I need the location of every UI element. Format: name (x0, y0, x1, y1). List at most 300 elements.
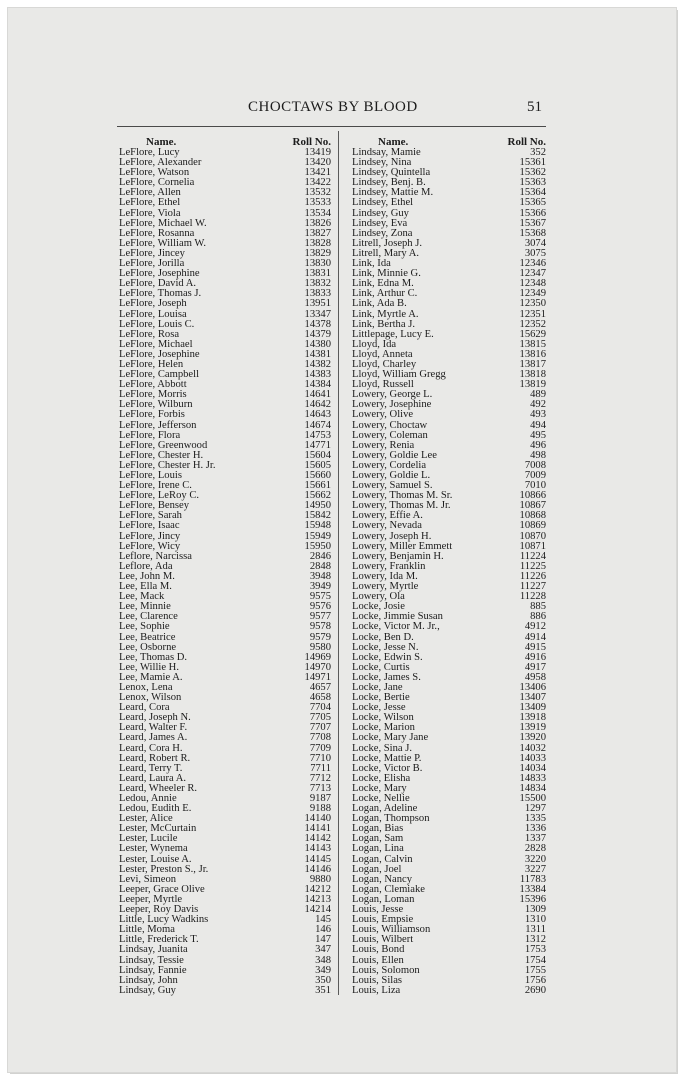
name-column-heading: Name. (378, 136, 409, 148)
roll-number: 14753 (304, 429, 331, 441)
roll-number: 9188 (309, 803, 331, 815)
page-number: 51 (527, 99, 542, 115)
roll-number: 7708 (309, 732, 331, 744)
roll-number: 15361 (519, 157, 546, 169)
roll-number: 13532 (304, 187, 331, 199)
roll-number: 2848 (309, 560, 331, 572)
enrollee-name: Lee, Mack (119, 591, 165, 603)
roll-number: 347 (315, 944, 331, 956)
enrollee-name: Link, Ida (352, 258, 391, 270)
enrollee-name: Locke, Jesse (352, 702, 406, 714)
enrollee-name: Locke, Mary Jane (352, 732, 429, 744)
roll-entry (119, 945, 331, 955)
roll-number: 10869 (519, 520, 546, 532)
enrollee-name: Link, Arthur C. (352, 288, 418, 300)
roll-number: 12347 (519, 268, 546, 280)
enrollee-name: Lee, Clarence (119, 611, 178, 623)
roll-number: 2690 (524, 984, 546, 996)
roll-number: 15365 (519, 197, 546, 209)
enrollee-name: LeFlore, Allen (119, 187, 181, 199)
enrollee-name: Lindsey, Ethel (352, 197, 414, 209)
roll-number: 11225 (519, 560, 546, 572)
roll-number: 886 (530, 611, 546, 623)
enrollee-name: LeFlore, Alexander (119, 157, 202, 169)
roll-number: 15366 (519, 207, 546, 219)
enrollee-name: Locke, Bertie (352, 692, 410, 704)
roll-number: 14969 (304, 651, 331, 663)
enrollee-name: Leard, Wheeler R. (119, 782, 198, 794)
enrollee-name: LeFlore, Wicy (119, 540, 181, 552)
roll-number: 496 (530, 439, 546, 451)
enrollee-name: Louis, Bond (352, 944, 405, 956)
roll-number: 4915 (524, 641, 546, 653)
roll-number: 3948 (309, 570, 331, 582)
roll-number: 498 (530, 449, 546, 461)
enrollee-name: Leeper, Myrtle (119, 893, 183, 905)
roll-number: 4914 (524, 631, 546, 643)
roll-number: 492 (530, 399, 546, 411)
enrollee-name: LeFlore, Thomas J. (119, 288, 202, 300)
roll-number: 4912 (524, 621, 546, 633)
roll-number: 4658 (309, 692, 331, 704)
enrollee-name: LeFlore, Flora (119, 429, 181, 441)
roll-number: 12352 (519, 318, 546, 330)
enrollee-name: LeFlore, Sarah (119, 510, 182, 522)
roll-number: 13421 (304, 167, 331, 179)
roll-number: 1297 (524, 803, 546, 815)
roll-number: 13816 (519, 348, 546, 360)
enrollee-name: Lindsay, Guy (119, 984, 176, 996)
roll-number: 13827 (304, 227, 331, 239)
roll-number: 13951 (304, 298, 331, 310)
enrollee-name: LeFlore, Michael (119, 338, 193, 350)
enrollee-name: Lee, Beatrice (119, 631, 176, 643)
enrollee-name: LeFlore, Forbis (119, 409, 185, 421)
enrollee-name: Leard, Robert R. (119, 752, 191, 764)
roll-number: 13534 (304, 207, 331, 219)
roll-number: 494 (530, 419, 546, 431)
roll-entry (352, 945, 546, 955)
roll-number: 7709 (309, 742, 331, 754)
enrollee-name: Leard, Walter F. (119, 722, 188, 734)
roll-number: 7712 (309, 772, 331, 784)
enrollee-name: LeFlore, Greenwood (119, 439, 208, 451)
roll-number: 7704 (309, 702, 331, 714)
enrollee-name: Lloyd, Ida (352, 338, 397, 350)
enrollee-name: Logan, Thompson (352, 813, 430, 825)
enrollee-name: Lindsey, Quintella (352, 167, 431, 179)
right-column (352, 136, 546, 996)
left-roll-list (119, 148, 331, 996)
enrollee-name: Lindsay, Mamie (352, 147, 421, 158)
roll-entry (352, 986, 546, 996)
roll-number: 15604 (304, 449, 331, 461)
enrollee-name: Lloyd, Anneta (352, 348, 413, 360)
roll-number: 13828 (304, 237, 331, 249)
name-column-heading: Name. (146, 136, 177, 148)
roll-number: 13533 (304, 197, 331, 209)
enrollee-name: Little, Frederick T. (119, 934, 199, 946)
enrollee-name: Ledou, Annie (119, 793, 177, 804)
roll-number: 1310 (524, 914, 546, 926)
roll-number: 15605 (304, 459, 331, 471)
right-roll-list (352, 148, 546, 996)
roll-number: 14034 (519, 762, 546, 774)
enrollee-name: Lowery, Ola (352, 591, 405, 603)
enrollee-name: Link, Edna M. (352, 278, 414, 290)
enrollee-name: LeFlore, Wilburn (119, 399, 193, 411)
roll-number: 15662 (304, 490, 331, 502)
roll-number: 15396 (519, 893, 546, 905)
enrollee-name: LeFlore, Jefferson (119, 419, 197, 431)
roll-number: 14145 (304, 853, 331, 865)
roll-number: 13918 (519, 712, 546, 724)
roll-number: 14970 (304, 661, 331, 673)
roll-number: 11783 (519, 873, 546, 885)
enrollee-name: LeFlore, Campbell (119, 369, 200, 381)
enrollee-name: Locke, James S. (352, 671, 421, 683)
enrollee-name: Lester, Alice (119, 813, 173, 825)
enrollee-name: Logan, Adeline (352, 803, 418, 815)
enrollee-name: Lowery, Goldie L. (352, 470, 431, 481)
roll-number: 13920 (519, 732, 546, 744)
roll-number: 14382 (304, 358, 331, 370)
enrollee-name: Lee, Minnie (119, 601, 171, 613)
enrollee-name: Lloyd, Charley (352, 358, 417, 370)
enrollee-name: Leard, James A. (119, 732, 188, 744)
roll-number: 15368 (519, 227, 546, 239)
roll-number: 14212 (304, 883, 331, 895)
roll-number: 349 (315, 964, 331, 976)
enrollee-name: LeFlore, Rosa (119, 328, 180, 340)
enrollee-name: Link, Myrtle A. (352, 308, 419, 320)
enrollee-name: Leard, Cora H. (119, 742, 183, 754)
roll-number: 14771 (304, 439, 331, 451)
enrollee-name: Locke, Nellie (352, 793, 410, 804)
enrollee-name: Lowery, Effie A. (352, 510, 423, 522)
enrollee-name: Lee, John M. (119, 570, 175, 582)
roll-number: 14214 (304, 904, 331, 916)
enrollee-name: Locke, Josie (352, 601, 405, 613)
roll-entry (352, 299, 546, 309)
enrollee-name: Locke, Sina J. (352, 742, 413, 754)
enrollee-name: Lowery, Olive (352, 409, 414, 421)
roll-number: 14971 (304, 671, 331, 683)
roll-number: 7009 (524, 470, 546, 481)
roll-number: 10868 (519, 510, 546, 522)
roll-number: 14950 (304, 500, 331, 512)
roll-number: 14378 (304, 318, 331, 330)
enrollee-name: LeFlore, Lucy (119, 147, 180, 158)
enrollee-name: Lowery, Josephine (352, 399, 432, 411)
enrollee-name: LeFlore, LeRoy C. (119, 490, 200, 502)
roll-number: 14141 (304, 823, 331, 835)
roll-number: 350 (315, 974, 331, 986)
enrollee-name: Lloyd, William Gregg (352, 369, 446, 381)
roll-number: 10870 (519, 530, 546, 542)
roll-number: 12350 (519, 298, 546, 310)
enrollee-name: Louis, Silas (352, 974, 403, 986)
roll-number: 147 (315, 934, 331, 946)
enrollee-name: LeFlore, Abbott (119, 379, 187, 391)
roll-number: 13407 (519, 692, 546, 704)
enrollee-name: Locke, Ben D. (352, 631, 414, 643)
roll-number: 7707 (309, 722, 331, 734)
header-rule (117, 126, 546, 127)
roll-number: 12346 (519, 258, 546, 270)
roll-number: 14213 (304, 893, 331, 905)
roll-number: 14834 (519, 782, 546, 794)
enrollee-name: Lester, McCurtain (119, 823, 197, 835)
roll-number: 13406 (519, 681, 546, 693)
roll-number: 13817 (519, 358, 546, 370)
roll-number: 9880 (309, 873, 331, 885)
roll-number: 1754 (524, 954, 546, 966)
roll-number: 14140 (304, 813, 331, 825)
roll-number: 3074 (524, 237, 546, 249)
roll-number: 1336 (524, 823, 546, 835)
enrollee-name: Lindsay, John (119, 974, 178, 986)
enrollee-name: Lindsey, Nina (352, 157, 412, 169)
enrollee-name: LeFlore, Watson (119, 167, 190, 179)
roll-number: 7008 (524, 459, 546, 471)
enrollee-name: Lowery, Renia (352, 439, 415, 451)
enrollee-name: LeFlore, Viola (119, 207, 181, 219)
roll-number: 15948 (304, 520, 331, 532)
roll-number: 13919 (519, 722, 546, 734)
enrollee-name: LeFlore, William W. (119, 237, 207, 249)
roll-number: 15661 (304, 480, 331, 492)
roll-number: 11228 (519, 591, 546, 603)
roll-number: 495 (530, 429, 546, 441)
roll-number: 14143 (304, 843, 331, 855)
enrollee-name: Link, Ada B. (352, 298, 407, 310)
enrollee-name: Leard, Terry T. (119, 762, 183, 774)
enrollee-name: Locke, Curtis (352, 661, 410, 673)
enrollee-name: Lowery, Samuel S. (352, 480, 433, 492)
roll-entry (352, 622, 546, 632)
roll-number: 1311 (525, 924, 546, 936)
enrollee-name: Lowery, Thomas M. Jr. (352, 500, 451, 512)
enrollee-name: Logan, Loman (352, 893, 415, 905)
enrollee-name: LeFlore, Louisa (119, 308, 187, 320)
enrollee-name: Louis, Solomon (352, 964, 420, 976)
enrollee-name: Little, Moma (119, 924, 175, 936)
enrollee-name: Leard, Cora (119, 702, 170, 714)
page-title: CHOCTAWS BY BLOOD (248, 99, 418, 115)
roll-number: 15629 (519, 328, 546, 340)
roll-number: 11226 (519, 570, 546, 582)
roll-number: 3949 (309, 581, 331, 593)
roll-number: 15950 (304, 540, 331, 552)
roll-number: 13818 (519, 369, 546, 381)
enrollee-name: Lenox, Lena (119, 681, 173, 693)
roll-number: 13826 (304, 217, 331, 229)
enrollee-name: Little, Lucy Wadkins (119, 914, 209, 926)
roll-number: 14384 (304, 379, 331, 391)
enrollee-name: LeFlore, Irene C. (119, 480, 192, 492)
enrollee-name: LeFlore, Michael W. (119, 217, 207, 229)
roll-number: 7710 (309, 752, 331, 764)
roll-number: 145 (315, 914, 331, 926)
roll-number: 14379 (304, 328, 331, 340)
enrollee-name: Logan, Sam (352, 833, 404, 845)
roll-number: 1755 (524, 964, 546, 976)
roll-number: 13347 (304, 308, 331, 320)
enrollee-name: Locke, Victor B. (352, 762, 423, 774)
enrollee-name: LeFlore, Bensey (119, 500, 190, 512)
roll-number: 1753 (524, 944, 546, 956)
enrollee-name: Leflore, Ada (119, 560, 173, 572)
roll-number: 13815 (519, 338, 546, 350)
roll-number: 15364 (519, 187, 546, 199)
enrollee-name: Locke, Edwin S. (352, 651, 423, 663)
roll-number: 9577 (309, 611, 331, 623)
roll-number: 11227 (519, 581, 546, 593)
enrollee-name: Lester, Wynema (119, 843, 188, 855)
enrollee-name: Louis, Empsie (352, 914, 414, 926)
roll-number: 14642 (304, 399, 331, 411)
roll-number: 9187 (309, 793, 331, 804)
roll-number: 4916 (524, 651, 546, 663)
enrollee-name: Locke, Elisha (352, 772, 411, 784)
enrollee-name: Leard, Joseph N. (119, 712, 191, 724)
roll-number: 15842 (304, 510, 331, 522)
roll-number: 14641 (304, 389, 331, 401)
roll-number: 14674 (304, 419, 331, 431)
enrollee-name: LeFlore, Joseph (119, 298, 187, 310)
roll-number: 13384 (519, 883, 546, 895)
enrollee-name: Lester, Louise A. (119, 853, 192, 865)
enrollee-name: Lenox, Wilson (119, 692, 182, 704)
enrollee-name: Louis, Ellen (352, 954, 404, 966)
roll-number: 9576 (309, 601, 331, 613)
roll-number: 15362 (519, 167, 546, 179)
enrollee-name: Logan, Joel (352, 863, 402, 875)
enrollee-name: Lowery, Joseph H. (352, 530, 432, 542)
roll-number: 4958 (524, 671, 546, 683)
enrollee-name: Lowery, Myrtle (352, 581, 419, 593)
enrollee-name: Link, Bertha J. (352, 318, 415, 330)
roll-number: 9575 (309, 591, 331, 603)
enrollee-name: Lindsey, Guy (352, 207, 409, 219)
roll-number: 14146 (304, 863, 331, 875)
roll-number: 12348 (519, 278, 546, 290)
enrollee-name: Lindsey, Eva (352, 217, 408, 229)
enrollee-name: Lowery, Cordelia (352, 459, 427, 471)
roll-number: 9580 (309, 641, 331, 653)
enrollee-name: Lindsey, Mattie M. (352, 187, 434, 199)
enrollee-name: LeFlore, Jincy (119, 530, 181, 542)
roll-number: 1335 (524, 813, 546, 825)
enrollee-name: Locke, Jane (352, 681, 403, 693)
roll-entry (119, 299, 331, 309)
roll-number: 1756 (524, 974, 546, 986)
roll-number: 7711 (310, 762, 331, 774)
enrollee-name: LeFlore, Louis C. (119, 318, 195, 330)
roll-number: 14381 (304, 348, 331, 360)
enrollee-name: Lowery, Coleman (352, 429, 428, 441)
roll-column-heading: Roll No. (292, 136, 331, 148)
roll-number: 15363 (519, 177, 546, 189)
enrollee-name: Lee, Willie H. (119, 661, 179, 673)
enrollee-name: Lowery, Nevada (352, 520, 422, 532)
enrollee-name: Lowery, Thomas M. Sr. (352, 490, 453, 502)
roll-number: 14142 (304, 833, 331, 845)
roll-number: 13409 (519, 702, 546, 714)
enrollee-name: Lee, Ella M. (119, 581, 172, 593)
roll-number: 7010 (524, 480, 546, 492)
enrollee-name: Link, Minnie G. (352, 268, 421, 280)
enrollee-name: Leard, Laura A. (119, 772, 187, 784)
enrollee-name: Ledou, Eudith E. (119, 803, 192, 815)
roll-number: 13830 (304, 258, 331, 270)
enrollee-name: Louis, Liza (352, 984, 401, 996)
roll-number: 14380 (304, 338, 331, 350)
roll-number: 493 (530, 409, 546, 421)
enrollee-name: LeFlore, Josephine (119, 268, 200, 280)
enrollee-name: Littlepage, Lucy E. (352, 328, 434, 340)
enrollee-name: LeFlore, Chester H. Jr. (119, 459, 216, 471)
paper-sheet (8, 8, 676, 1072)
enrollee-name: Locke, Marion (352, 722, 415, 734)
roll-number: 9579 (309, 631, 331, 643)
enrollee-name: LeFlore, David A. (119, 278, 197, 290)
enrollee-name: Locke, Wilson (352, 712, 414, 724)
enrollee-name: Lowery, George L. (352, 389, 433, 401)
enrollee-name: LeFlore, Morris (119, 389, 187, 401)
enrollee-name: Lindsey, Zona (352, 227, 413, 239)
roll-number: 13833 (304, 288, 331, 300)
roll-number: 146 (315, 924, 331, 936)
enrollee-name: LeFlore, Isaac (119, 520, 180, 532)
enrollee-name: Logan, Calvin (352, 853, 413, 865)
enrollee-name: LeFlore, Jincey (119, 247, 185, 259)
roll-number: 13420 (304, 157, 331, 169)
roll-number: 489 (530, 389, 546, 401)
roll-number: 4917 (524, 661, 546, 673)
roll-number: 2828 (524, 843, 546, 855)
enrollee-name: Lowery, Goldie Lee (352, 449, 437, 461)
enrollee-name: Lee, Thomas D. (119, 651, 188, 663)
roll-number: 10871 (519, 540, 546, 552)
enrollee-name: LeFlore, Rosanna (119, 227, 195, 239)
enrollee-name: Lindsay, Tessie (119, 954, 184, 966)
roll-number: 1337 (524, 833, 546, 845)
enrollee-name: Lowery, Miller Emmett (352, 540, 453, 552)
roll-number: 14033 (519, 752, 546, 764)
roll-number: 14833 (519, 772, 546, 784)
enrollee-name: LeFlore, Helen (119, 358, 184, 370)
enrollee-name: Logan, Lina (352, 843, 404, 855)
enrollee-name: Leflore, Narcissa (119, 550, 192, 562)
roll-number: 13422 (304, 177, 331, 189)
enrollee-name: LeFlore, Ethel (119, 197, 181, 209)
roll-number: 14383 (304, 369, 331, 381)
roll-number: 1309 (524, 904, 546, 916)
enrollee-name: LeFlore, Louis (119, 470, 182, 481)
roll-number: 885 (530, 601, 546, 613)
roll-number: 12349 (519, 288, 546, 300)
enrollee-name: Lindsay, Juanita (119, 944, 188, 956)
roll-number: 7705 (309, 712, 331, 724)
enrollee-name: Leeper, Grace Olive (119, 883, 205, 895)
enrollee-name: Louis, Williamson (352, 924, 431, 936)
roll-number: 2846 (309, 550, 331, 562)
roll-number: 348 (315, 954, 331, 966)
enrollee-name: Levi, Simeon (119, 873, 177, 885)
enrollee-name: Louis, Wilbert (352, 934, 414, 946)
